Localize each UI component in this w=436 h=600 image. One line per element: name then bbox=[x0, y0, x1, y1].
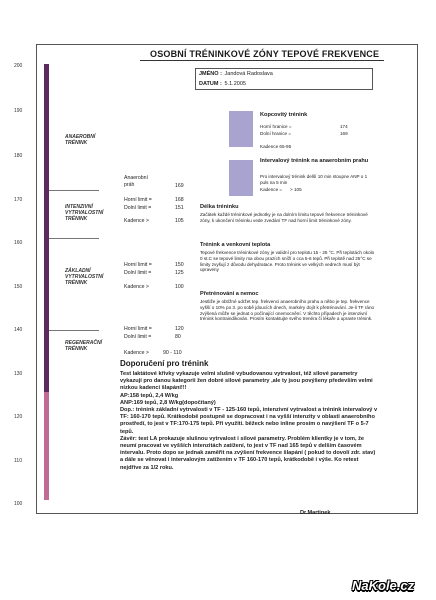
name-value: Jandová Radoslava bbox=[224, 71, 273, 77]
basic-lower-value: 125 bbox=[175, 270, 184, 276]
date-row bbox=[199, 81, 246, 87]
regen-lower-label: Dolní limit = bbox=[124, 334, 152, 340]
recommendation-title: Doporučení pro trénink bbox=[120, 359, 209, 368]
scale-label: 150 bbox=[14, 284, 23, 290]
intensive-cadence-label: Kadence > bbox=[124, 218, 149, 224]
intensive-upper-value: 168 bbox=[175, 197, 184, 203]
sprint-upper-label: Horní hranice = bbox=[260, 124, 292, 129]
zone-divider bbox=[49, 190, 99, 191]
regen-cadence-label: Kadence > bbox=[124, 350, 149, 356]
anp-value: 169 bbox=[175, 183, 184, 189]
intensive-lower-value: 151 bbox=[175, 205, 184, 211]
intensive-upper-label: Horní limit = bbox=[124, 197, 152, 203]
heat-title: Trénink a venkovní teplota bbox=[200, 242, 271, 248]
basic-lower-label: Dolní limit = bbox=[124, 270, 152, 276]
heat-text: Tepové frekvence tréninkové zóny je validní pro teplotu 15 - 25 °C. Při teplotách okolo 0 st.C se tepové limity ma obou prazích sníží o cca 5-6 tepů. Při teplotě nad 25°C se limity zvyšují z důvodu dehydratace. Proto trénink ve velkých vedrech musí být upraveny bbox=[200, 250, 375, 273]
basic-cadence-value: 100 bbox=[175, 284, 184, 290]
zone-divider bbox=[49, 238, 99, 239]
sprint-upper-value: 174 bbox=[340, 124, 348, 129]
threshold-text: Pro intervalový trénink delší 10 min stoupne ANP o 1 puls na 5 min bbox=[260, 174, 368, 185]
sprint-cadence: Kadence 65-95 bbox=[260, 144, 292, 149]
sprint-lower-value: 169 bbox=[340, 131, 348, 136]
length-title: Délka tréninku bbox=[200, 204, 239, 210]
regen-upper-value: 120 bbox=[175, 326, 184, 332]
document-title: OSOBNÍ TRÉNINKOVÉ ZÓNY TEPOVÉ FREKVENCE bbox=[150, 49, 380, 59]
scale-label: 130 bbox=[14, 371, 23, 377]
threshold-zone-swatch bbox=[229, 160, 253, 196]
recommendation-paragraph: Test laktátové křivky vykazuje velmi slušně vybudovanou vytrvalost, též silové parametry vykazují pro danou kategorii žen dobré silové parametry ,ale ty jsou povýšeny především velmi nízkou kadencí šlapání!!! bbox=[120, 371, 373, 392]
scale-label: 200 bbox=[14, 63, 23, 69]
basic-upper-value: 150 bbox=[175, 262, 184, 268]
overtraining-title: Přetrénování a nemoc bbox=[200, 291, 259, 297]
regen-lower-value: 80 bbox=[175, 334, 181, 340]
zone-label-basic: ZÁKLADNÍ VYTRVALOSTNÍ TRÉNINK bbox=[65, 268, 104, 286]
scale-label: 170 bbox=[14, 197, 23, 203]
heart-rate-bar-upper bbox=[44, 64, 49, 392]
anp-label: Anaerobní práh bbox=[124, 175, 148, 188]
sprint-title: Kopcovitý trénink bbox=[260, 112, 308, 118]
threshold-title: Intervalový trénink na anaerobním prahu bbox=[260, 158, 369, 164]
intensive-lower-label: Dolní limit = bbox=[124, 205, 152, 211]
zone-label-regen: REGENERAČNÍ TRÉNINK bbox=[65, 340, 102, 352]
recommendation-paragraph: Dop.: trénink základní vytrvalosti v TF - 125-160 tepů, intenzivní vytrvalost a trénink intervalový v TF: 160-170 tepů. Krátkodobě postupně se dopracovat i na vyšší intenzity v oblasti anaerobního prostředí, to jest v TF:170-175 tepů. Při využití. běžeck nebo inline prosím o navýšení TF o 5-7 tepů. bbox=[120, 407, 378, 435]
title-underline bbox=[140, 60, 384, 61]
recommendation-paragraph: Závěr: test LA prokazuje slušnou vytrvalost i silové parametry. Problém klientky je v tom, že neumí pracovat ve vyšších intenzitách zatížení, to jest v TF nad 165 tepů v delším časovém intervalu. Proto dopo se jednak zaměřit na zvýšení frekvence šlapání ( pokud to dovolí zdr. stav) a dále se věnovat i intervalovým zatížením v TF 160-170 tepů, krátkodobě i výše. Ko retest nejdříve za 1/2 roku. bbox=[120, 435, 376, 471]
length-text: Začátek každé tréninkové jednotky je na dolním limitu tepové frekvence tréninkové zóny, k ukončení tréninku vede zvedání TF nad horní limit tréninkové zóny. bbox=[200, 212, 368, 223]
scale-label: 180 bbox=[14, 153, 23, 159]
name-date-box bbox=[195, 68, 373, 90]
signature: Dr.Martinek bbox=[300, 510, 331, 516]
overtraining-text: Jestliže je obtížné udržet tep. frekvenci anaerobního prahu a něbo je tep. frekvence vyšší o 10% po 3. po sobě jdoucích dnech, markéry dojít k přetrénování. Je-li TF ráno zvýšená může se jednat o počínající onemocnění. V těchto případech je intenzivní trénink kontraindikován. Prosím kontaktujte svého trenéra či lékaře a upravte trénink. bbox=[200, 299, 375, 322]
name-label: JMÉNO : bbox=[199, 71, 222, 77]
scale-label: 100 bbox=[14, 501, 23, 507]
scale-label: 190 bbox=[14, 108, 23, 114]
scale-label: 140 bbox=[14, 327, 23, 333]
threshold-cadence-label: Kadence = bbox=[260, 187, 283, 192]
sprint-zone-swatch bbox=[229, 111, 253, 147]
heart-rate-bar-lower bbox=[44, 392, 49, 500]
basic-upper-label: Horní limit = bbox=[124, 262, 152, 268]
regen-upper-label: Horní limit = bbox=[124, 326, 152, 332]
scale-label: 120 bbox=[14, 414, 23, 420]
recommendation-paragraph: AP:158 tepů, 2,4 W/kg bbox=[120, 392, 179, 399]
watermark-logo: NaKole.cz bbox=[352, 578, 415, 593]
sprint-lower-label: Dolní hranice = bbox=[260, 131, 292, 136]
zone-label-anaerobic: ANAEROBNÍ TRÉNINK bbox=[65, 134, 96, 146]
zone-divider bbox=[49, 330, 99, 331]
regen-cadence-value: 90 - 110 bbox=[163, 350, 182, 356]
threshold-cadence-value: > 105 bbox=[290, 187, 302, 192]
basic-cadence-label: Kadence > bbox=[124, 284, 149, 290]
date-value: 5.1.2005 bbox=[224, 81, 246, 87]
scale-label: 110 bbox=[14, 458, 22, 464]
recommendation-body bbox=[120, 371, 378, 472]
name-row bbox=[199, 71, 273, 77]
date-label: DATUM : bbox=[199, 81, 222, 87]
scale-label: 160 bbox=[14, 240, 23, 246]
intensive-cadence-value: 105 bbox=[175, 218, 184, 224]
recommendation-paragraph: ANP:169 tepů, 2,8 W/kg(dopočítaný) bbox=[120, 399, 216, 406]
zone-label-intensive: INTENZIVNÍ VYTRVALOSTNÍ TRÉNINK bbox=[65, 204, 104, 222]
